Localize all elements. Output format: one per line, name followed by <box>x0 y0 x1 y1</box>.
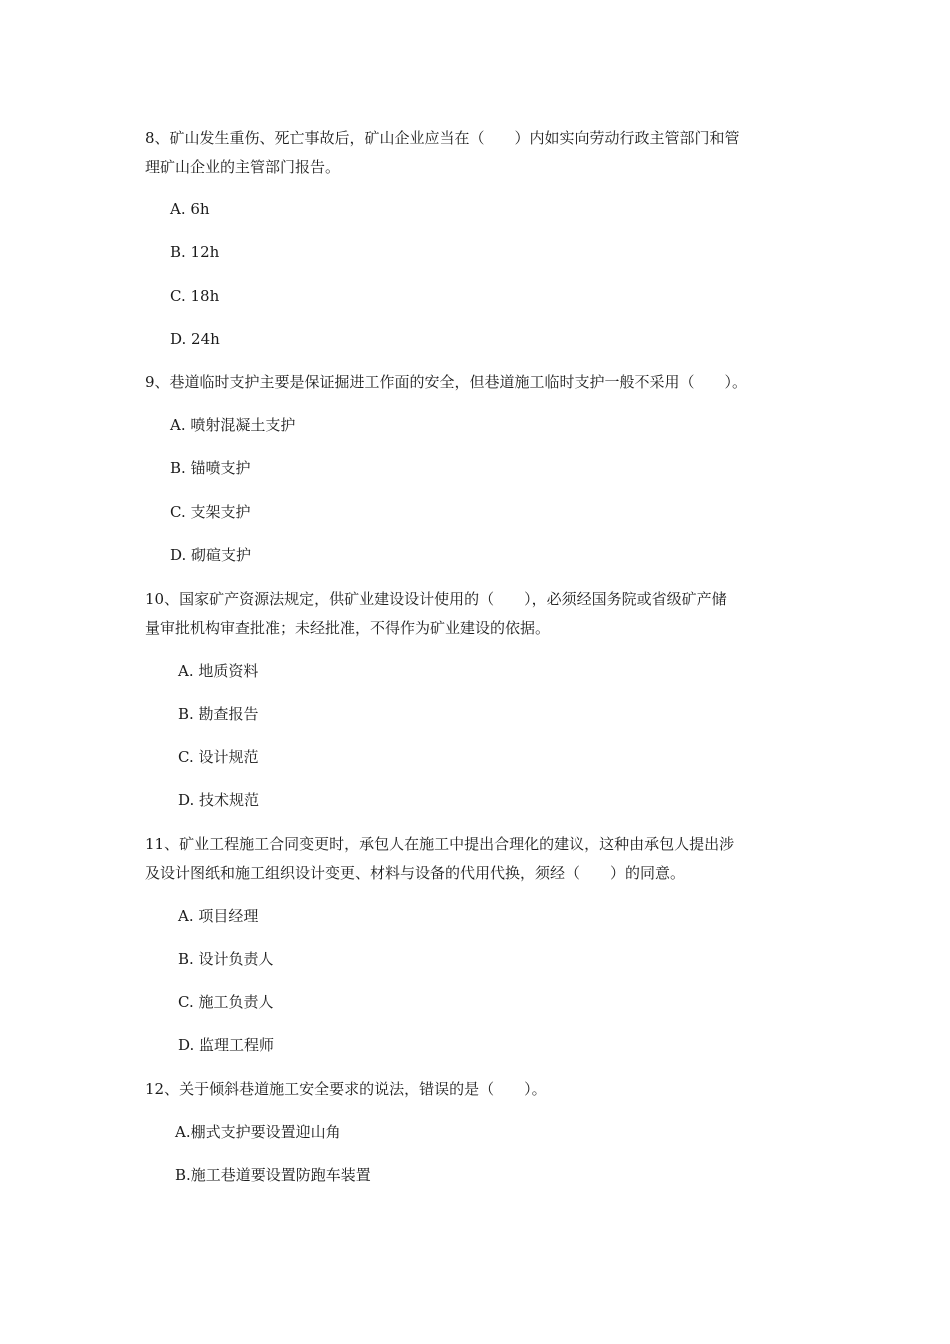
question-11-stem-line2: 及设计图纸和施工组织设计变更、材料与设备的代用代换，须经（ ）的同意。 <box>145 864 686 882</box>
question-10-option-a: A. 地质资料 <box>178 662 259 680</box>
question-11-stem-line1: 11、矿业工程施工合同变更时，承包人在施工中提出合理化的建议，这种由承包人提出涉 <box>145 835 735 853</box>
question-8-stem-line1: 8、矿山发生重伤、死亡事故后，矿山企业应当在（ ）内如实向劳动行政主管部门和管 <box>145 129 740 147</box>
question-8-option-b: B. 12h <box>170 243 220 261</box>
question-9-option-c: C. 支架支护 <box>170 503 251 521</box>
question-9-option-a: A. 喷射混凝土支护 <box>170 416 296 434</box>
question-10-option-d: D. 技术规范 <box>178 791 260 809</box>
question-10-stem-line2: 量审批机构审查批准；未经批准，不得作为矿业建设的依据。 <box>145 619 551 637</box>
question-11-option-b: B. 设计负责人 <box>178 950 274 968</box>
question-12-option-b: B.施工巷道要设置防跑车装置 <box>175 1166 371 1184</box>
question-10-option-c: C. 设计规范 <box>178 748 259 766</box>
question-11-option-c: C. 施工负责人 <box>178 993 274 1011</box>
question-10-stem-line1: 10、国家矿产资源法规定，供矿业建设设计使用的（ ），必须经国务院或省级矿产储 <box>145 590 727 608</box>
question-8-option-c: C. 18h <box>170 287 220 305</box>
question-8-stem-line2: 理矿山企业的主管部门报告。 <box>145 158 341 176</box>
question-8-option-a: A. 6h <box>170 200 210 218</box>
question-8-option-d: D. 24h <box>170 330 220 348</box>
question-9-stem-line1: 9、巷道临时支护主要是保证掘进工作面的安全，但巷道施工临时支护一般不采用（ ）。 <box>145 373 748 391</box>
question-10-option-b: B. 勘查报告 <box>178 705 259 723</box>
question-11-option-a: A. 项目经理 <box>178 907 259 925</box>
question-11-option-d: D. 监理工程师 <box>178 1036 275 1054</box>
question-9-option-b: B. 锚喷支护 <box>170 459 251 477</box>
question-9-option-d: D. 砌碹支护 <box>170 546 252 564</box>
question-12-option-a: A.棚式支护要设置迎山角 <box>175 1123 341 1141</box>
question-12-stem-line1: 12、关于倾斜巷道施工安全要求的说法，错误的是（ ）。 <box>145 1080 547 1098</box>
